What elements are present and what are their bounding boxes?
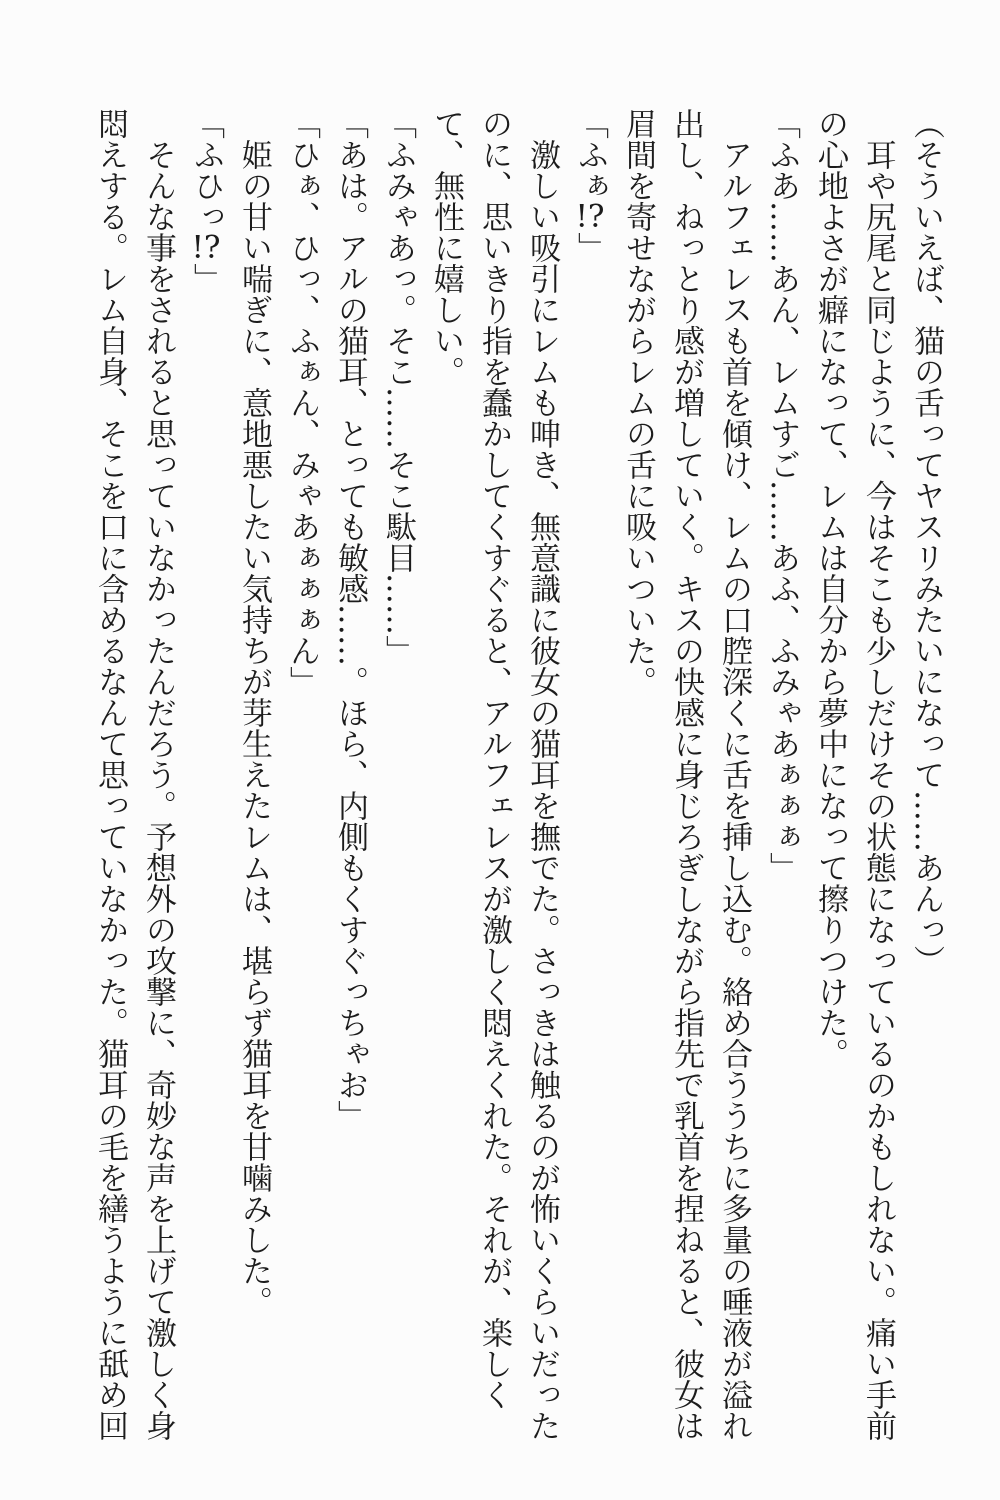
interrobang-text: !? — [575, 201, 605, 232]
paragraph: 「あは。アルの猫耳、とっても敏感……。ほら、内側もくすぐっちゃお」 — [332, 108, 368, 1131]
vertical-text-block — [86, 108, 950, 1453]
paragraph: 姫の甘い喘ぎに、意地悪したい気持ちが芽生えたレムは、堪らず猫耳を甘噛みした。 — [236, 139, 272, 1317]
paragraph: 「ふひっ!?」 — [188, 108, 224, 294]
paragraph: 耳や尻尾と同じように、今はそこも少しだけその状態になっているのかもしれない。痛い手前の心地よさが癖になって、レムは自分から夢中になって擦りつけた。 — [812, 108, 896, 1441]
paragraph: 「ふみゃあっ。そこ……そこ駄目……」 — [380, 108, 416, 666]
paragraph: 激しい吸引にレムも呻き、無意識に彼女の猫耳を撫でた。さっきは触るのが怖いくらいだったのに、思いきり指を蠢かしてくすぐると、アルフェレスが激しく悶えくれた。それが、楽しくて、無性に嬉しい。 — [428, 108, 560, 1441]
paragraph: そんな事をされると思っていなかったんだろう。予想外の攻撃に、奇妙な声を上げて激しく身悶えする。レム自身、そこを口に含めるなんて思っていなかった。猫耳の毛を繕うように舐め回 — [92, 108, 176, 1441]
paragraph: 「ひぁ、ひっ、ふぁん、みゃあぁぁぁん」 — [284, 108, 320, 697]
paragraph: （そういえば、猫の舌ってヤスリみたいになって……あんっ） — [908, 108, 944, 976]
paragraph: 「ふぁ!?」 — [572, 108, 608, 263]
interrobang-text: !? — [191, 232, 221, 263]
paragraph: 「ふあ……あん、レムすご……あふ、ふみゃあぁぁぁ」 — [764, 108, 800, 883]
paragraph: アルフェレスも首を傾け、レムの口腔深くに舌を挿し込む。絡め合ううちに多量の唾液が溢れ出し、ねっとり感が増していく。キスの快感に身じろぎしながら指先で乳首を捏ねると、彼女は眉間を寄せながらレムの舌に吸いついた。 — [620, 108, 752, 1441]
